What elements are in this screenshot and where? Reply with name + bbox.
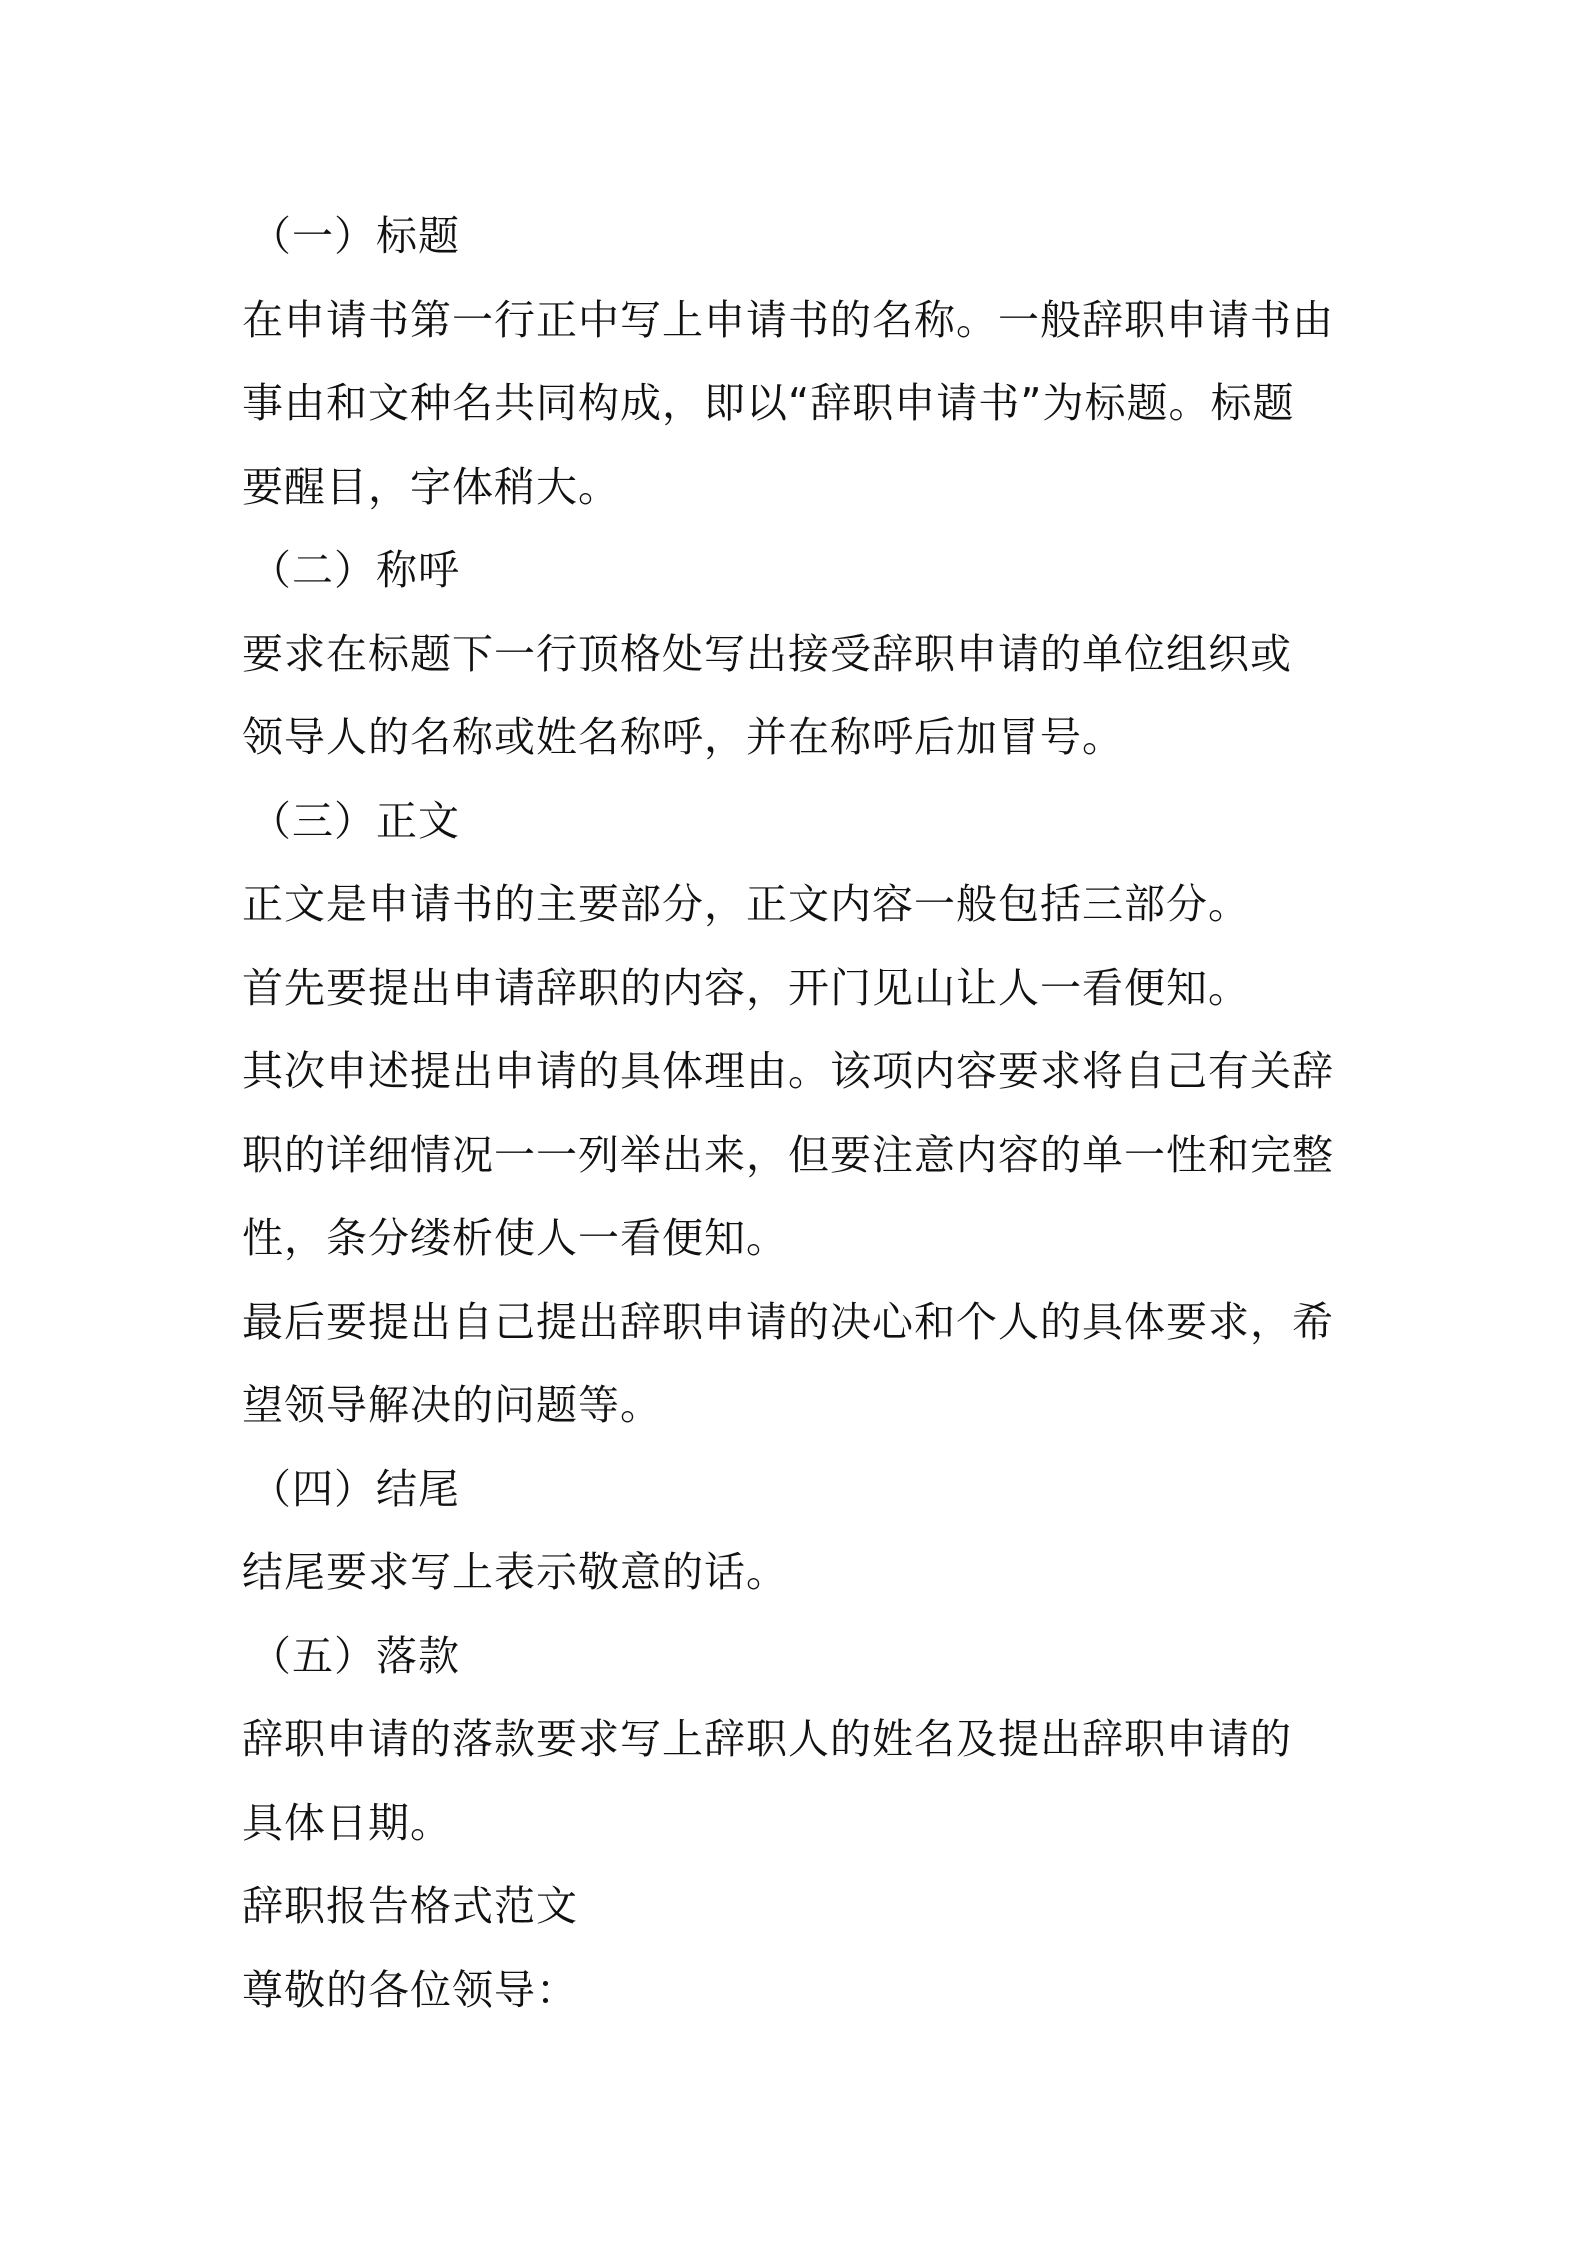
section-heading-closing: （四）结尾 — [250, 1464, 460, 1513]
section-heading-salutation: （二）称呼 — [250, 546, 460, 594]
paragraph-line: 性，条分缕析使人一看便知。 — [242, 1214, 788, 1262]
paragraph-line: 具体日期。 — [242, 1798, 452, 1847]
paragraph-line: 望领导解决的问题等。 — [242, 1381, 662, 1429]
paragraph-line: 其次申述提出申请的具体理由。该项内容要求将自己有关辞 — [242, 1047, 1334, 1095]
paragraph-line: 领导人的名称或姓名称呼，并在称呼后加冒号。 — [242, 713, 1124, 761]
paragraph-line: 首先要提出申请辞职的内容，开门见山让人一看便知。 — [242, 963, 1250, 1012]
paragraph-line: 正文是申请书的主要部分，正文内容一般包括三部分。 — [242, 880, 1250, 928]
paragraph-line: 结尾要求写上表示敬意的话。 — [242, 1548, 788, 1596]
section-heading-signature: （五）落款 — [250, 1631, 460, 1680]
salutation-line: 尊敬的各位领导： — [242, 1965, 578, 2014]
section-heading-body: （三）正文 — [250, 796, 460, 845]
paragraph-line: 要醒目，字体稍大。 — [242, 462, 620, 511]
paragraph-line: 最后要提出自己提出辞职申请的决心和个人的具体要求，希 — [242, 1297, 1334, 1346]
paragraph-line: 要求在标题下一行顶格处写出接受辞职申请的单位组织或 — [242, 629, 1292, 678]
sample-title-line: 辞职报告格式范文 — [242, 1882, 578, 1930]
section-heading-title: （一）标题 — [250, 212, 460, 260]
paragraph-line: 事由和文种名共同构成，即以“辞职申请书”为标题。标题 — [242, 379, 1295, 427]
document-body — [242, 195, 1357, 2032]
paragraph-line: 职的详细情况一一列举出来，但要注意内容的单一性和完整 — [242, 1130, 1334, 1179]
paragraph-line: 在申请书第一行正中写上申请书的名称。一般辞职申请书由 — [242, 295, 1334, 344]
paragraph-line: 辞职申请的落款要求写上辞职人的姓名及提出辞职申请的 — [242, 1715, 1292, 1763]
